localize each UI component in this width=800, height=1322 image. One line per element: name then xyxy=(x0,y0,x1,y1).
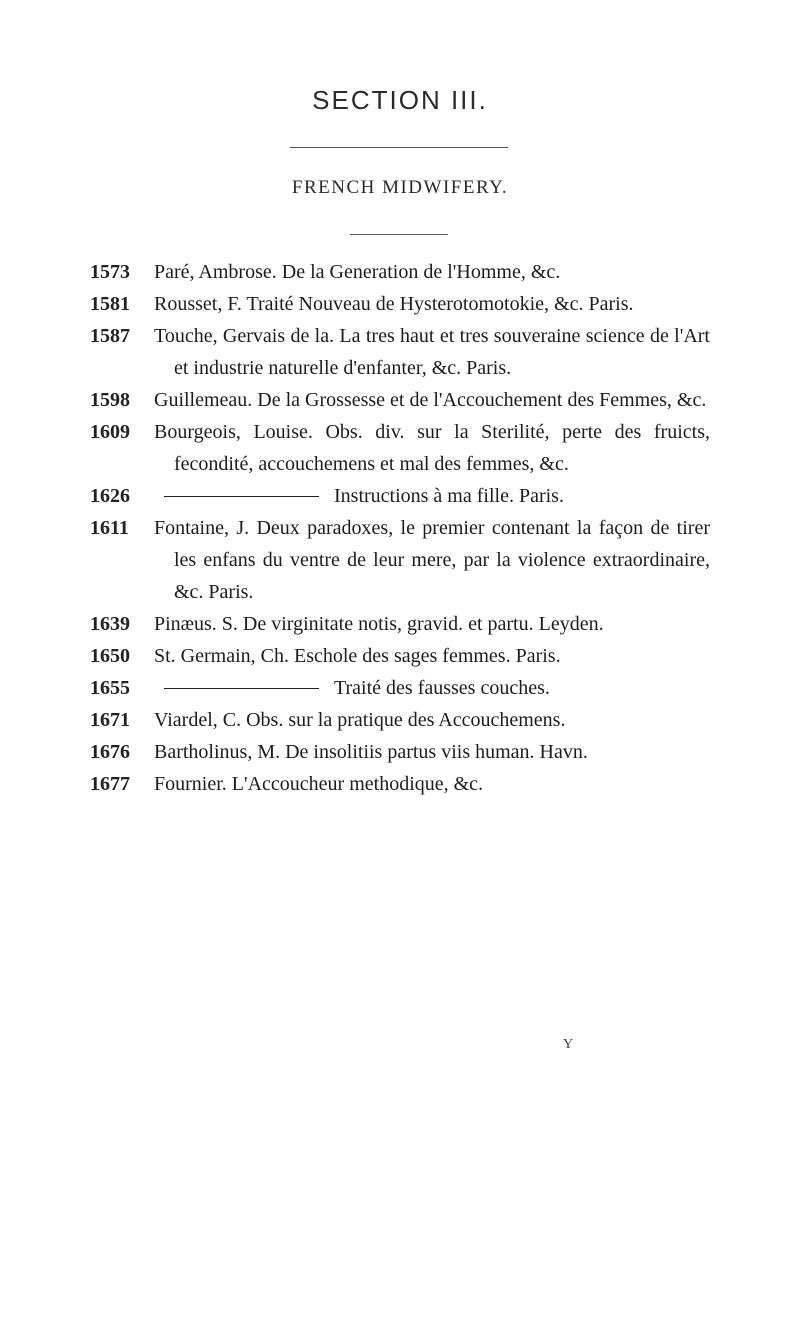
entry-year: 1650 xyxy=(90,645,130,667)
entry-year: 1671 xyxy=(90,709,130,731)
bibliography-entry xyxy=(90,480,710,512)
entry-text: St. Germain, Ch. Eschole des sages femmes. Paris. xyxy=(154,645,561,667)
entry-year: 1581 xyxy=(90,293,130,315)
bibliography-entry xyxy=(90,416,710,480)
bibliography-entry xyxy=(90,256,710,288)
bibliography-entry xyxy=(90,384,710,416)
page-subtitle: FRENCH MIDWIFERY. xyxy=(291,177,509,198)
entry-text: Instructions à ma fille. Paris. xyxy=(334,485,564,507)
bibliography-entry xyxy=(90,704,710,736)
bibliography-entry xyxy=(90,768,710,800)
entry-year: 1609 xyxy=(90,421,130,443)
ditto-dash xyxy=(164,496,319,497)
entry-text: Rousset, F. Traité Nouveau de Hysterotomotokie, &c. Paris. xyxy=(154,293,634,315)
entry-text: Fontaine, J. Deux paradoxes, le premier contenant la façon de tirer les enfans du ventre de leur mere, par la violence extraordinaire, &c. Paris. xyxy=(154,517,710,603)
entry-year: 1587 xyxy=(90,325,130,347)
ditto-dash xyxy=(164,688,319,689)
bibliography-entry xyxy=(90,320,710,384)
entry-text: Viardel, C. Obs. sur la pratique des Accouchemens. xyxy=(154,709,566,731)
section-title: SECTION III. xyxy=(312,85,488,115)
entry-year: 1677 xyxy=(90,773,130,795)
subtitle-rule xyxy=(350,234,448,235)
entry-year: 1655 xyxy=(90,677,130,699)
entry-text: Fournier. L'Accoucheur methodique, &c. xyxy=(154,773,484,795)
entry-year: 1611 xyxy=(90,517,129,539)
signature-mark: Y xyxy=(563,1037,574,1052)
bibliography-entry xyxy=(90,672,710,704)
bibliography-entry xyxy=(90,736,710,768)
bibliography-entry xyxy=(90,512,710,608)
entry-year: 1626 xyxy=(90,485,130,507)
entry-year: 1573 xyxy=(90,261,130,283)
entry-year: 1598 xyxy=(90,389,130,411)
title-rule xyxy=(290,147,508,148)
bibliography-entry xyxy=(90,640,710,672)
entry-text: Traité des fausses couches. xyxy=(334,677,550,699)
bibliography-entry xyxy=(90,608,710,640)
entry-year: 1676 xyxy=(90,741,130,763)
bibliography-list xyxy=(90,256,710,800)
entry-text: Bourgeois, Louise. Obs. div. sur la Sterilité, perte des fruicts, fecondité, accouchemens et mal des femmes, &c. xyxy=(154,421,710,475)
entry-text: Pinæus. S. De virginitate notis, gravid. et partu. Leyden. xyxy=(154,613,604,635)
entry-text: Paré, Ambrose. De la Generation de l'Homme, &c. xyxy=(154,261,561,283)
entry-text: Guillemeau. De la Grossesse et de l'Accouchement des Femmes, &c. xyxy=(154,389,707,411)
bibliography-entry xyxy=(90,288,710,320)
entry-year: 1639 xyxy=(90,613,130,635)
entry-text: Touche, Gervais de la. La tres haut et tres souveraine science de l'Art et industrie naturelle d'enfanter, &c. Paris. xyxy=(154,325,710,379)
entry-text: Bartholinus, M. De insolitiis partus viis human. Havn. xyxy=(154,741,588,763)
